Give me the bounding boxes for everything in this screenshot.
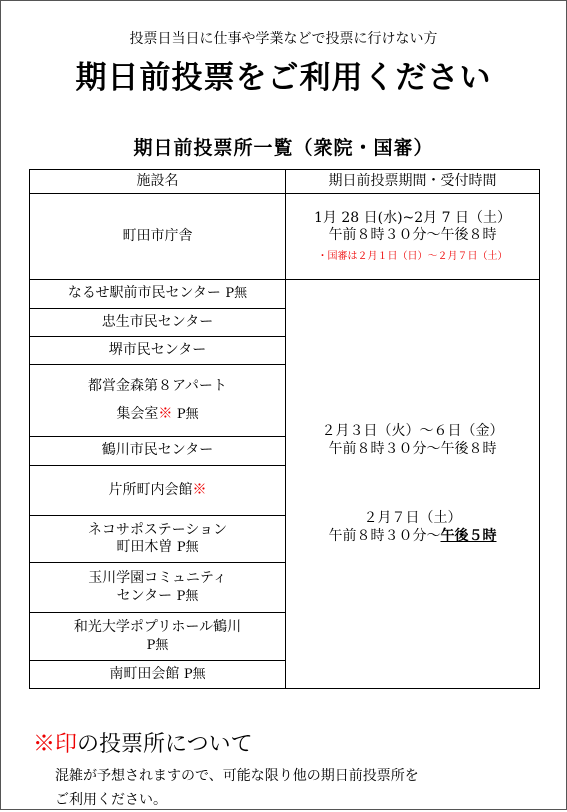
facility-cell	[30, 516, 286, 563]
congestion-mark: ※	[158, 405, 173, 422]
facility-name-line1: 都営金森第８アパート	[88, 378, 227, 394]
period-b-emphasis: 午後５時	[440, 527, 497, 544]
facility-name: 南町田会館	[109, 665, 180, 682]
list-title: 期日前投票所一覧（衆院・国審）	[133, 137, 434, 159]
period-line-1: 1月 28 日(水)~2月 7 日（土）	[314, 209, 511, 226]
facility-name: 片所町内会館	[108, 481, 193, 498]
header-facility: 施設名	[30, 170, 286, 194]
facility-name-line2-wrap	[30, 406, 285, 424]
note-heading-text: の投票所について	[77, 732, 253, 757]
parking-none-icon: P無	[146, 637, 169, 653]
facility-cell	[30, 661, 286, 689]
facility-name-line2-wrap	[30, 588, 285, 606]
facility-name: 堺市民センター	[108, 341, 207, 358]
period-a-line-2: 午前８時３０分～午後８時	[328, 440, 497, 457]
facility-name-line2-wrap	[30, 637, 285, 655]
facility-name-line1: 和光大学ポプリホール鶴川	[73, 619, 242, 635]
table-header-row	[30, 170, 540, 194]
polling-station-table	[29, 169, 540, 689]
facility-name-line1: 玉川学園コミュニティ	[88, 570, 227, 586]
facility-cell	[30, 309, 286, 337]
note-text-line1: 混雑が予想されますので、可能な限り他の期日前投票所を	[55, 768, 419, 784]
period-b-line-1: ２月７日（土）	[363, 510, 462, 526]
period-b-line-2	[286, 528, 539, 546]
period-b	[286, 510, 539, 545]
facility-name-line2: 集会室	[116, 405, 159, 422]
note-text	[55, 764, 515, 812]
facility-cell	[30, 365, 286, 437]
header-period: 期日前投票期間・受付時間	[286, 170, 540, 194]
facility-cell	[30, 466, 286, 516]
facility-cell	[30, 613, 286, 661]
facility-name-line2: センター	[116, 587, 173, 604]
parking-none-icon: P無	[176, 588, 199, 604]
facility-name: 鶴川市民センター	[101, 442, 214, 459]
congestion-mark: ※	[192, 481, 207, 498]
facility-cell	[30, 280, 286, 309]
parking-none-icon: P無	[176, 540, 199, 555]
facility-cell	[30, 337, 286, 365]
facility-name-line1: ネコサポステーション	[87, 521, 228, 538]
facility-name: 忠生市民センター	[101, 313, 214, 330]
parking-none-icon: P無	[225, 286, 248, 302]
period-a	[286, 423, 539, 458]
facility-city-hall: 町田市庁舎	[30, 194, 286, 280]
period-city-hall	[286, 194, 540, 280]
facility-name-line2-wrap	[30, 539, 285, 557]
period-a-line-1: ２月３日（火）～６日（金）	[321, 423, 504, 439]
note-text-line2: ご利用ください。	[55, 792, 167, 808]
page-title: 期日前投票をご利用ください	[75, 60, 492, 96]
table-row	[30, 280, 540, 309]
period-shared-cell	[286, 280, 540, 689]
note-heading	[33, 727, 253, 758]
subtitle: 投票日当日に仕事や学業などで投票に行けない方	[129, 31, 438, 47]
national-review-note: ・国審は２月１日（日）～２月７日（土）	[317, 250, 508, 262]
note-mark: ※印	[33, 732, 78, 757]
period-b-prefix: 午前８時３０分～	[328, 527, 441, 544]
period-line-2: 午前８時３０分～午後８時	[328, 227, 497, 244]
table-row	[30, 194, 540, 280]
facility-cell	[30, 563, 286, 613]
facility-name: なるせ駅前市民センター	[67, 285, 221, 302]
parking-none-icon: P無	[183, 666, 206, 682]
facility-cell	[30, 437, 286, 466]
facility-name-line2: 町田木曽	[116, 539, 173, 555]
parking-none-icon: P無	[176, 406, 199, 422]
